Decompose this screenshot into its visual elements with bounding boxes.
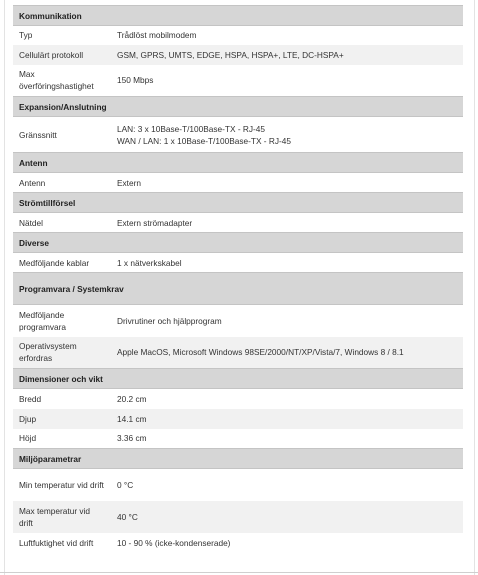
spec-value	[111, 389, 463, 409]
spec-row	[13, 213, 463, 233]
section-title: Strömtillförsel	[13, 193, 463, 213]
spec-label: Max temperatur vid drift	[13, 501, 111, 533]
spec-row	[13, 173, 463, 193]
spec-label: Min temperatur vid drift	[13, 469, 111, 501]
spec-value	[111, 409, 463, 429]
spec-value-line: Extern strömadapter	[117, 217, 193, 228]
spec-value	[111, 501, 463, 533]
section-title: Antenn	[13, 153, 463, 173]
spec-value	[111, 26, 463, 45]
spec-label: Luftfuktighet vid drift	[13, 533, 111, 553]
section-header	[13, 369, 463, 389]
spec-value-line: 3.36 cm	[117, 433, 147, 444]
spec-label: Bredd	[13, 389, 111, 409]
spec-label: Cellulärt protokoll	[13, 45, 111, 65]
spec-value	[111, 117, 463, 153]
spec-row	[13, 26, 463, 45]
right-border	[474, 0, 475, 575]
spec-value-line: 150 Mbps	[117, 75, 154, 86]
section-title: Miljöparametrar	[13, 449, 463, 469]
spec-label: Antenn	[13, 173, 111, 193]
specifications-body	[13, 6, 463, 553]
spec-row	[13, 429, 463, 449]
spec-label: Höjd	[13, 429, 111, 449]
spec-value	[111, 533, 463, 553]
section-header	[13, 233, 463, 253]
spec-value-line: WAN / LAN: 1 x 10Base-T/100Base-TX - RJ-45	[117, 135, 291, 146]
spec-value	[111, 65, 463, 97]
spec-value-line: Drivrutiner och hjälpprogram	[117, 315, 222, 326]
spec-value-line: 0 °C	[117, 479, 134, 490]
spec-value	[111, 173, 463, 193]
section-header	[13, 97, 463, 117]
spec-row	[13, 469, 463, 501]
spec-value	[111, 45, 463, 65]
section-header	[13, 449, 463, 469]
spec-row	[13, 117, 463, 153]
spec-value-line: Trådlöst mobilmodem	[117, 30, 197, 41]
spec-label: Typ	[13, 26, 111, 45]
spec-row	[13, 305, 463, 337]
section-title: Dimensioner och vikt	[13, 369, 463, 389]
spec-label: Gränssnitt	[13, 117, 111, 153]
spec-label: Max överföringshastighet	[13, 65, 111, 97]
spec-label: Nätdel	[13, 213, 111, 233]
spec-label: Operativsystem erfordras	[13, 337, 111, 369]
section-title: Expansion/Anslutning	[13, 97, 463, 117]
section-header	[13, 273, 463, 305]
bottom-border	[0, 572, 478, 573]
spec-value	[111, 305, 463, 337]
spec-value-line: 10 - 90 % (icke-kondenserade)	[117, 537, 231, 548]
spec-label: Medföljande kablar	[13, 253, 111, 273]
spec-value-line: GSM, GPRS, UMTS, EDGE, HSPA, HSPA+, LTE, DC-HSPA+	[117, 49, 344, 60]
spec-value	[111, 337, 463, 369]
spec-row	[13, 337, 463, 369]
spec-row	[13, 501, 463, 533]
spec-value	[111, 429, 463, 449]
left-border	[4, 0, 5, 575]
spec-row	[13, 389, 463, 409]
spec-value-line: LAN: 3 x 10Base-T/100Base-TX - RJ-45	[117, 123, 266, 134]
section-header	[13, 6, 463, 26]
spec-value	[111, 213, 463, 233]
section-title: Kommunikation	[13, 6, 463, 26]
spec-value-line: 14.1 cm	[117, 413, 147, 424]
spec-row	[13, 65, 463, 97]
spec-value	[111, 253, 463, 273]
spec-value-line: Apple MacOS, Microsoft Windows 98SE/2000/NT/XP/Vista/7, Windows 8 / 8.1	[117, 347, 404, 358]
spec-row	[13, 45, 463, 65]
spec-label: Medföljande programvara	[13, 305, 111, 337]
specifications-table	[13, 5, 463, 553]
section-header	[13, 153, 463, 173]
spec-row	[13, 533, 463, 553]
spec-row	[13, 409, 463, 429]
spec-label: Djup	[13, 409, 111, 429]
section-title: Programvara / Systemkrav	[13, 273, 463, 305]
spec-value	[111, 469, 463, 501]
section-header	[13, 193, 463, 213]
spec-value-line: Extern	[117, 177, 141, 188]
spec-row	[13, 253, 463, 273]
section-title: Diverse	[13, 233, 463, 253]
spec-value-line: 40 °C	[117, 511, 138, 522]
spec-value-line: 20.2 cm	[117, 393, 147, 404]
spec-value-line: 1 x nätverkskabel	[117, 257, 182, 268]
